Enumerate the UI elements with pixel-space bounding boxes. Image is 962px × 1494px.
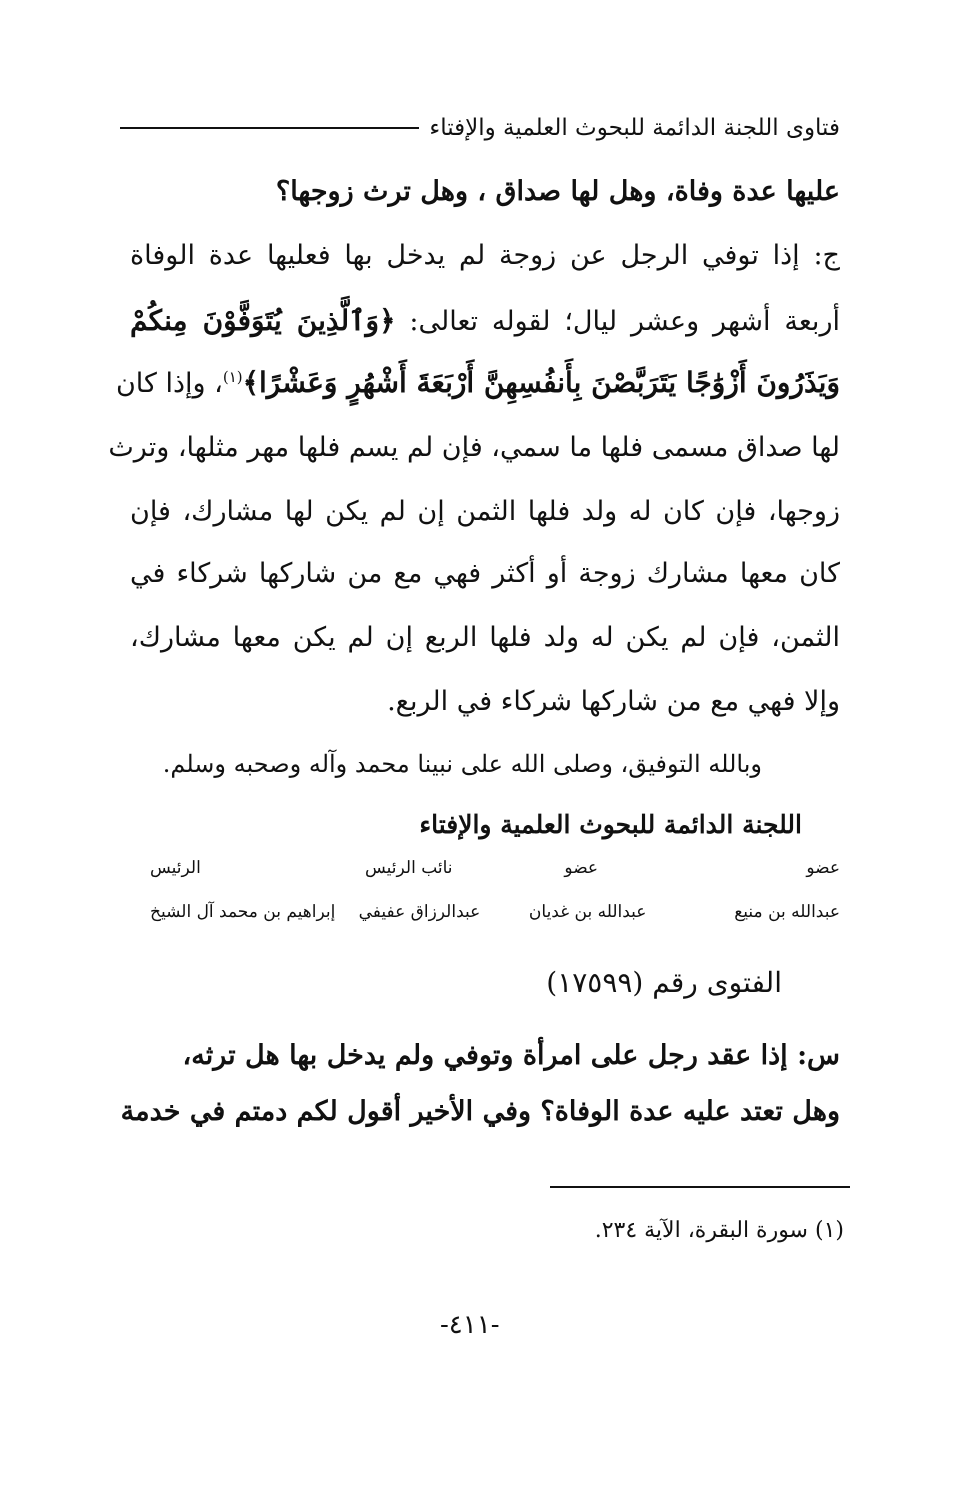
role-4: الرئيس <box>150 858 201 878</box>
header-rule <box>120 127 419 129</box>
answer-line-8: وإلا فهي مع من شاركها شركاء في الربع. <box>387 686 840 717</box>
running-header <box>120 108 840 148</box>
answer-line-6: كان معها مشارك زوجة أو أكثر فهي مع من شاركها شركاء في <box>130 558 840 589</box>
member-1: عبدالله بن منيع <box>734 902 840 922</box>
answer-line-5: زوجها، فإن كان له ولد فلها الثمن إن لم يكن لها مشارك، فإن <box>130 496 840 527</box>
role-1: عضو <box>806 858 840 878</box>
answer-line-2 <box>130 304 840 337</box>
role-3: نائب الرئيس <box>364 858 453 878</box>
role-2: عضو <box>564 858 599 878</box>
quran-verse-end: وَيَذَرُونَ أَزْوَٰجًا يَتَرَبَّصْنَ بِأَنفُسِهِنَّ أَرْبَعَةَ أَشْهُرٍ وَعَشْرًا﴾ <box>242 366 840 399</box>
answer-line-1: ج: إذا توفي الرجل عن زوجة لم يدخل بها فعليها عدة الوفاة <box>130 240 840 271</box>
footnote-divider <box>550 1186 850 1188</box>
signatory-roles <box>150 858 840 888</box>
member-2: عبدالله بن غديان <box>528 902 647 922</box>
signatory-names <box>150 902 840 932</box>
member-3: عبدالرزاق عفيفي <box>358 902 481 922</box>
answer-line-3 <box>115 366 840 399</box>
fatwa-number: الفتوى رقم (١٧٥٩٩) <box>546 966 782 999</box>
page-number: -٤١١- <box>440 1310 500 1340</box>
question-tail: عليها عدة وفاة، وهل لها صداق ، وهل ترث زوجها؟ <box>275 176 840 207</box>
footnote-ref: (١) <box>222 368 243 386</box>
footnote: (١) سورة البقرة، الآية ٢٣٤. <box>594 1218 844 1243</box>
closing-line: وبالله التوفيق، وصلى الله على نبينا محمد وآله وصحبه وسلم. <box>162 750 762 778</box>
member-4: إبراهيم بن محمد آل الشيخ <box>150 902 336 922</box>
answer-line-2-text: أربعة أشهر وعشر ليال؛ لقوله تعالى: <box>395 306 840 337</box>
question-2-line-1: س: إذا عقد رجل على امرأة وتوفي ولم يدخل بها هل ترثه، <box>182 1040 840 1071</box>
answer-line-7: الثمن، فإن لم يكن له ولد فلها الربع إن لم يكن معها مشارك، <box>130 622 840 653</box>
answer-line-3-text: ، وإذا كان <box>115 368 223 399</box>
committee-name: اللجنة الدائمة للبحوث العلمية والإفتاء <box>419 810 802 839</box>
header-title: فتاوى اللجنة الدائمة للبحوث العلمية والإفتاء <box>429 115 840 141</box>
answer-line-4: لها صداق مسمى فلها ما سمي، فإن لم يسم فلها مهر مثلها، وترث <box>108 432 840 463</box>
question-2-line-2: وهل تعتد عليه عدة الوفاة؟ وفي الأخير أقول لكم دمتم في خدمة <box>120 1096 840 1127</box>
quran-verse-start: ﴿وَٱلَّذِينَ يُتَوَفَّوْنَ مِنكُمْ <box>130 304 396 337</box>
